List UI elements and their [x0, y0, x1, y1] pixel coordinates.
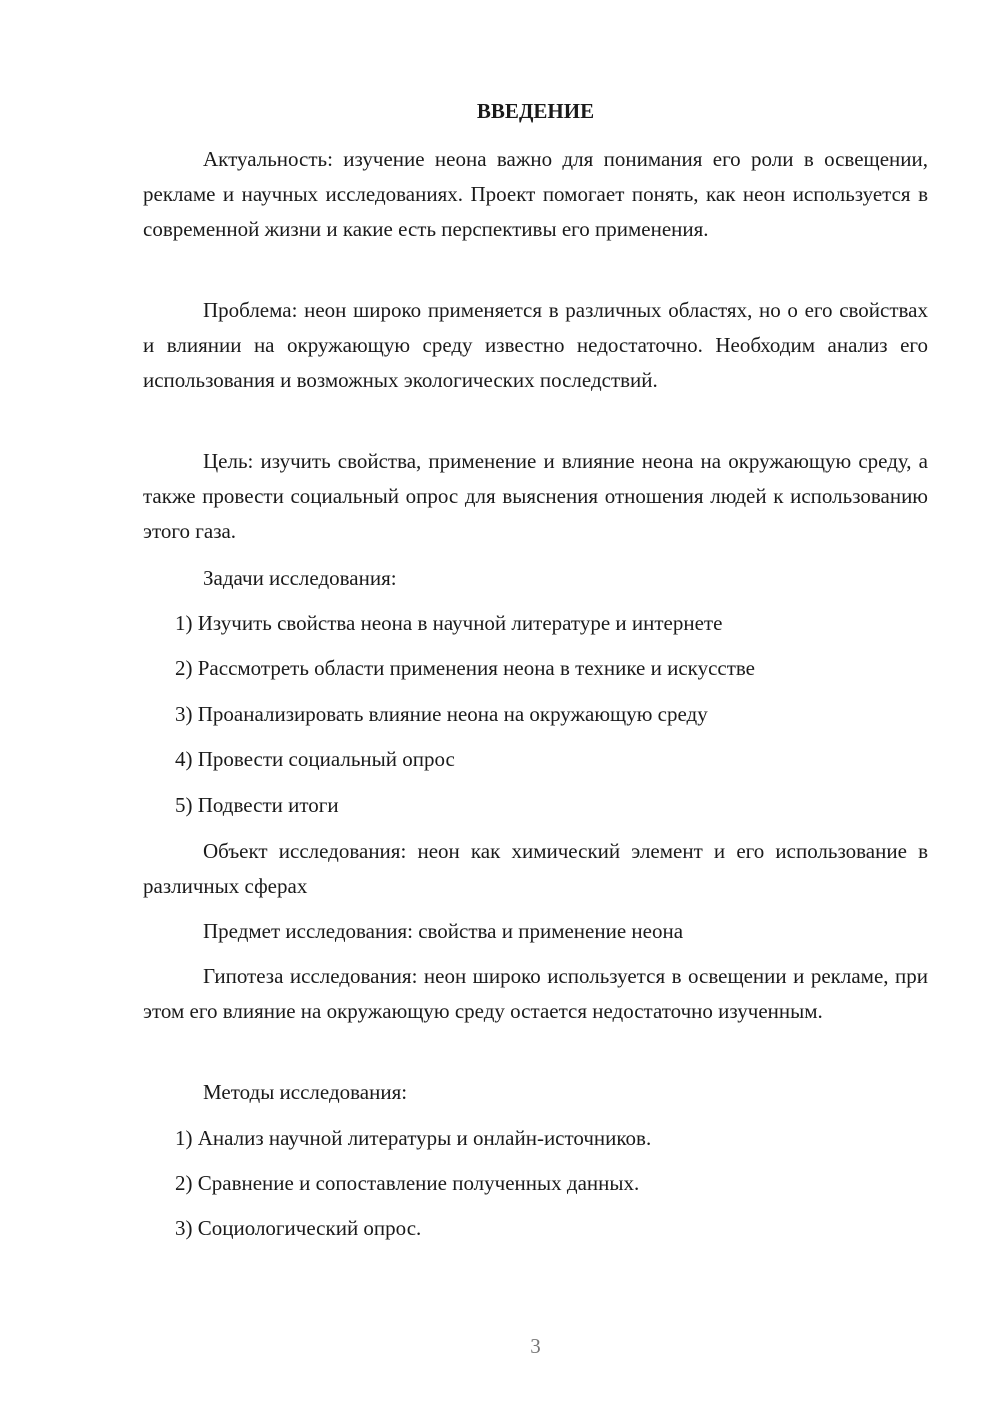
method-item: 1) Анализ научной литературы и онлайн-источников.	[175, 1126, 652, 1150]
tasks-title: Задачи исследования:	[203, 566, 397, 590]
task-item: 2) Рассмотреть области применения неона в технике и искусстве	[175, 656, 756, 680]
relevance-paragraph: Актуальность: изучение неона важно для понимания его роли в освещении, рекламе и научных исследованиях. Проект помогает понять, как неон используется в современной жизни и какие есть перспективы его применения.	[143, 147, 928, 241]
problem-paragraph: Проблема: неон широко применяется в различных областях, но о его свойствах и влиянии на окружающую среду известно недостаточно. Необходим анализ его использования и возможных экологических последствий.	[143, 298, 928, 392]
goal-paragraph: Цель: изучить свойства, применение и влияние неона на окружающую среду, а также провести социальный опрос для выяснения отношения людей к использованию этого газа.	[143, 449, 928, 543]
methods-title: Методы исследования:	[203, 1080, 408, 1104]
method-item: 3) Социологический опрос.	[175, 1216, 422, 1240]
page-number: 3	[530, 1334, 541, 1358]
task-item: 3) Проанализировать влияние неона на окружающую среду	[175, 702, 708, 726]
object-paragraph: Объект исследования: неон как химический элемент и его использование в различных сферах	[143, 839, 928, 898]
task-item: 1) Изучить свойства неона в научной литературе и интернете	[175, 611, 723, 635]
task-item: 4) Провести социальный опрос	[175, 747, 455, 771]
hypothesis-paragraph: Гипотеза исследования: неон широко используется в освещении и рекламе, при этом его влияние на окружающую среду остается недостаточно изученным.	[143, 964, 928, 1023]
subject-paragraph: Предмет исследования: свойства и применение неона	[203, 919, 684, 943]
task-item: 5) Подвести итоги	[175, 793, 339, 817]
page-heading: ВВЕДЕНИЕ	[476, 99, 595, 123]
method-item: 2) Сравнение и сопоставление полученных данных.	[175, 1171, 640, 1195]
